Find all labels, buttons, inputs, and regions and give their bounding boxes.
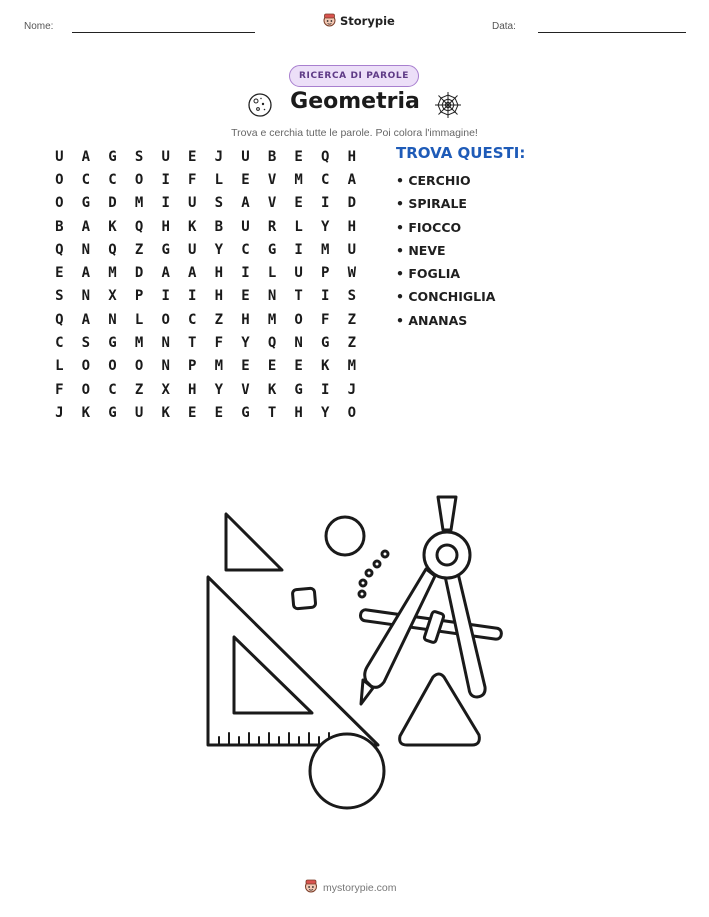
grid-cell[interactable]: U bbox=[347, 241, 357, 258]
footer-url[interactable]: mystorypie.com bbox=[323, 882, 397, 894]
grid-cell[interactable]: H bbox=[188, 381, 197, 398]
compass-handle bbox=[438, 497, 456, 530]
word-list bbox=[396, 170, 495, 333]
grid-cell[interactable]: E bbox=[241, 288, 250, 305]
brand-name: Storypie bbox=[340, 13, 395, 28]
bubble-dot bbox=[366, 570, 372, 576]
grid-cell[interactable]: V bbox=[241, 381, 250, 398]
grid-cell[interactable]: E bbox=[241, 358, 250, 375]
grid-cell[interactable]: Z bbox=[347, 311, 357, 328]
grid-cell[interactable]: M bbox=[321, 241, 330, 258]
grid-cell[interactable]: Q bbox=[55, 311, 64, 328]
grid-cell[interactable]: F bbox=[321, 311, 330, 328]
bubble-dot bbox=[374, 561, 380, 567]
grid-cell[interactable]: A bbox=[81, 265, 91, 282]
date-label: Data: bbox=[492, 21, 516, 32]
grid-cell[interactable]: J bbox=[55, 404, 64, 421]
grid-cell[interactable]: T bbox=[267, 404, 277, 421]
grid-cell[interactable]: S bbox=[81, 335, 91, 352]
grid-cell[interactable]: I bbox=[294, 241, 303, 258]
grid-cell[interactable]: L bbox=[214, 171, 224, 188]
grid-cell[interactable]: E bbox=[214, 404, 224, 421]
moon-icon bbox=[247, 92, 273, 122]
grid-cell[interactable]: E bbox=[294, 195, 303, 212]
grid-cell[interactable]: I bbox=[188, 288, 197, 305]
grid-cell[interactable]: T bbox=[294, 288, 303, 305]
grid-cell[interactable]: R bbox=[267, 218, 277, 235]
grid-cell[interactable]: O bbox=[347, 404, 357, 421]
grid-cell[interactable]: M bbox=[214, 358, 224, 375]
grid-cell[interactable]: E bbox=[294, 148, 303, 165]
grid-cell[interactable]: U bbox=[188, 241, 197, 258]
grid-cell[interactable]: C bbox=[241, 241, 250, 258]
grid-cell[interactable]: Y bbox=[241, 335, 250, 352]
page-title: Geometria bbox=[290, 89, 420, 114]
footer bbox=[304, 879, 397, 897]
grid-cell[interactable]: N bbox=[294, 335, 303, 352]
grid-cell[interactable]: N bbox=[161, 358, 170, 375]
grid-cell[interactable]: K bbox=[321, 358, 330, 375]
grid-cell[interactable]: U bbox=[161, 148, 170, 165]
grid-cell[interactable]: S bbox=[214, 195, 224, 212]
grid-cell[interactable]: H bbox=[161, 218, 170, 235]
rounded-square-shape bbox=[292, 588, 316, 609]
brand-logo bbox=[323, 13, 395, 28]
grid-cell[interactable]: U bbox=[134, 404, 144, 421]
grid-cell[interactable]: G bbox=[81, 195, 91, 212]
grid-cell[interactable]: F bbox=[55, 381, 64, 398]
grid-cell[interactable]: U bbox=[241, 148, 250, 165]
grid-cell[interactable]: H bbox=[347, 148, 357, 165]
storypie-footer-logo-icon bbox=[304, 879, 318, 897]
grid-cell[interactable]: T bbox=[188, 335, 197, 352]
grid-cell[interactable]: H bbox=[241, 311, 250, 328]
grid-cell[interactable]: D bbox=[108, 195, 117, 212]
grid-cell[interactable]: Q bbox=[108, 241, 117, 258]
grid-cell[interactable]: N bbox=[267, 288, 277, 305]
grid-cell[interactable]: O bbox=[81, 358, 91, 375]
grid-cell[interactable]: G bbox=[321, 335, 330, 352]
grid-cell[interactable]: B bbox=[55, 218, 64, 235]
grid-cell[interactable]: D bbox=[134, 265, 144, 282]
grid-cell[interactable]: G bbox=[294, 381, 303, 398]
grid-cell[interactable]: N bbox=[161, 335, 170, 352]
grid-cell[interactable]: J bbox=[347, 381, 357, 398]
spiderweb-icon bbox=[434, 91, 462, 123]
grid-cell[interactable]: G bbox=[241, 404, 250, 421]
instructions: Trova e cerchia tutte le parole. Poi colora l'immagine! bbox=[231, 127, 478, 139]
grid-cell[interactable]: Q bbox=[321, 148, 330, 165]
grid-cell[interactable]: S bbox=[134, 148, 144, 165]
name-line[interactable] bbox=[72, 32, 255, 33]
word-search-grid bbox=[46, 145, 365, 425]
grid-cell[interactable]: O bbox=[294, 311, 303, 328]
grid-cell[interactable]: D bbox=[347, 195, 357, 212]
grid-cell[interactable]: O bbox=[108, 358, 117, 375]
small-triangle-shape bbox=[226, 514, 282, 570]
grid-cell[interactable]: H bbox=[214, 288, 224, 305]
grid-cell[interactable]: I bbox=[161, 288, 170, 305]
grid-cell[interactable]: Y bbox=[321, 218, 330, 235]
word-list-item: • CERCHIO bbox=[396, 170, 495, 193]
grid-cell[interactable]: E bbox=[55, 265, 64, 282]
grid-cell[interactable]: K bbox=[188, 218, 197, 235]
grid-cell[interactable]: Q bbox=[267, 335, 277, 352]
grid-cell[interactable]: P bbox=[188, 358, 197, 375]
grid-cell[interactable]: A bbox=[347, 171, 357, 188]
word-list-item: • SPIRALE bbox=[396, 193, 495, 216]
grid-cell[interactable]: Y bbox=[321, 404, 330, 421]
grid-cell[interactable]: Q bbox=[134, 218, 144, 235]
grid-cell[interactable]: Y bbox=[214, 381, 224, 398]
grid-cell[interactable]: O bbox=[161, 311, 170, 328]
grid-cell[interactable]: X bbox=[161, 381, 170, 398]
grid-cell[interactable]: Y bbox=[214, 241, 224, 258]
grid-cell[interactable]: B bbox=[267, 148, 277, 165]
grid-cell[interactable]: A bbox=[188, 265, 197, 282]
grid-cell[interactable]: O bbox=[134, 358, 144, 375]
grid-cell[interactable]: I bbox=[321, 381, 330, 398]
word-list-title: TROVA QUESTI: bbox=[396, 144, 526, 162]
grid-cell[interactable]: L bbox=[267, 265, 277, 282]
grid-cell[interactable]: G bbox=[108, 404, 117, 421]
grid-cell[interactable]: Z bbox=[134, 381, 144, 398]
grid-cell[interactable]: U bbox=[294, 265, 303, 282]
grid-cell[interactable]: V bbox=[267, 195, 277, 212]
grid-cell[interactable]: A bbox=[81, 218, 91, 235]
grid-cell[interactable]: A bbox=[81, 148, 91, 165]
grid-cell[interactable]: F bbox=[214, 335, 224, 352]
grid-cell[interactable]: H bbox=[294, 404, 303, 421]
grid-cell[interactable]: S bbox=[55, 288, 64, 305]
top-circle-shape bbox=[326, 517, 364, 555]
grid-cell[interactable]: H bbox=[347, 218, 357, 235]
grid-cell[interactable]: K bbox=[81, 404, 91, 421]
word-list-item: • NEVE bbox=[396, 240, 495, 263]
storypie-logo-icon bbox=[323, 13, 336, 28]
grid-cell[interactable]: K bbox=[108, 218, 117, 235]
grid-cell[interactable]: I bbox=[321, 288, 330, 305]
grid-cell[interactable]: U bbox=[188, 195, 197, 212]
grid-cell[interactable]: H bbox=[214, 265, 224, 282]
bottom-circle-shape bbox=[310, 734, 384, 808]
grid-cell[interactable]: E bbox=[294, 358, 303, 375]
grid-cell[interactable]: Z bbox=[134, 241, 144, 258]
grid-cell[interactable]: A bbox=[241, 195, 250, 212]
grid-cell[interactable]: U bbox=[241, 218, 250, 235]
grid-cell[interactable]: U bbox=[55, 148, 64, 165]
word-list-item: • FIOCCO bbox=[396, 217, 495, 240]
grid-cell[interactable]: A bbox=[81, 311, 91, 328]
grid-cell[interactable]: L bbox=[134, 311, 144, 328]
grid-cell[interactable]: C bbox=[321, 171, 330, 188]
grid-cell[interactable]: Q bbox=[55, 241, 64, 258]
grid-cell[interactable]: E bbox=[188, 148, 197, 165]
grid-cell[interactable]: G bbox=[161, 241, 170, 258]
grid-cell[interactable]: F bbox=[188, 171, 197, 188]
grid-cell[interactable]: V bbox=[267, 171, 277, 188]
grid-cell[interactable]: I bbox=[241, 265, 250, 282]
grid-cell[interactable]: O bbox=[55, 195, 64, 212]
name-label: Nome: bbox=[24, 21, 54, 32]
grid-cell[interactable]: J bbox=[214, 148, 224, 165]
grid-cell[interactable]: N bbox=[81, 241, 91, 258]
grid-cell[interactable]: X bbox=[108, 288, 117, 305]
grid-cell[interactable]: P bbox=[134, 288, 144, 305]
grid-cell[interactable]: M bbox=[134, 195, 144, 212]
compass-hinge bbox=[437, 545, 457, 565]
grid-cell[interactable]: N bbox=[81, 288, 91, 305]
grid-cell[interactable]: E bbox=[188, 404, 197, 421]
word-list-item: • ANANAS bbox=[396, 310, 495, 333]
compass-knob bbox=[424, 611, 445, 643]
grid-cell[interactable]: O bbox=[81, 381, 91, 398]
grid-cell[interactable]: I bbox=[161, 171, 170, 188]
grid-cell[interactable]: O bbox=[134, 171, 144, 188]
grid-cell[interactable]: K bbox=[267, 381, 277, 398]
grid-cell[interactable]: M bbox=[134, 335, 144, 352]
grid-cell[interactable]: C bbox=[81, 171, 91, 188]
word-list-item: • CONCHIGLIA bbox=[396, 286, 495, 309]
grid-cell[interactable]: G bbox=[108, 335, 117, 352]
grid-cell[interactable]: G bbox=[267, 241, 277, 258]
grid-cell[interactable]: K bbox=[161, 404, 170, 421]
grid-cell[interactable]: P bbox=[321, 265, 330, 282]
bubble-dot bbox=[382, 551, 388, 557]
grid-cell[interactable]: N bbox=[108, 311, 117, 328]
activity-badge: RICERCA DI PAROLE bbox=[289, 65, 419, 87]
word-list-item: • FOGLIA bbox=[396, 263, 495, 286]
bubble-dot bbox=[359, 591, 365, 597]
bubble-dot bbox=[360, 580, 366, 586]
grid-cell[interactable]: S bbox=[347, 288, 357, 305]
grid-cell[interactable]: I bbox=[161, 195, 170, 212]
grid-cell[interactable]: M bbox=[108, 265, 117, 282]
grid-cell[interactable]: A bbox=[161, 265, 170, 282]
grid-cell[interactable]: C bbox=[108, 381, 117, 398]
grid-cell[interactable]: E bbox=[241, 171, 250, 188]
grid-cell[interactable]: L bbox=[55, 358, 64, 375]
date-line[interactable] bbox=[538, 32, 686, 33]
grid-cell[interactable]: C bbox=[188, 311, 197, 328]
grid-cell[interactable]: L bbox=[294, 218, 303, 235]
grid-cell[interactable]: W bbox=[347, 265, 357, 282]
geometry-illustration bbox=[195, 490, 515, 880]
grid-cell[interactable]: C bbox=[108, 171, 117, 188]
grid-cell[interactable]: B bbox=[214, 218, 224, 235]
grid-cell[interactable]: E bbox=[267, 358, 277, 375]
grid-cell[interactable]: Z bbox=[347, 335, 357, 352]
grid-cell[interactable]: Z bbox=[214, 311, 224, 328]
grid-cell[interactable]: G bbox=[108, 148, 117, 165]
grid-cell[interactable]: I bbox=[321, 195, 330, 212]
grid-cell[interactable]: M bbox=[347, 358, 357, 375]
grid-cell[interactable]: M bbox=[294, 171, 303, 188]
grid-cell[interactable]: C bbox=[55, 335, 64, 352]
grid-cell[interactable]: O bbox=[55, 171, 64, 188]
grid-cell[interactable]: M bbox=[267, 311, 277, 328]
